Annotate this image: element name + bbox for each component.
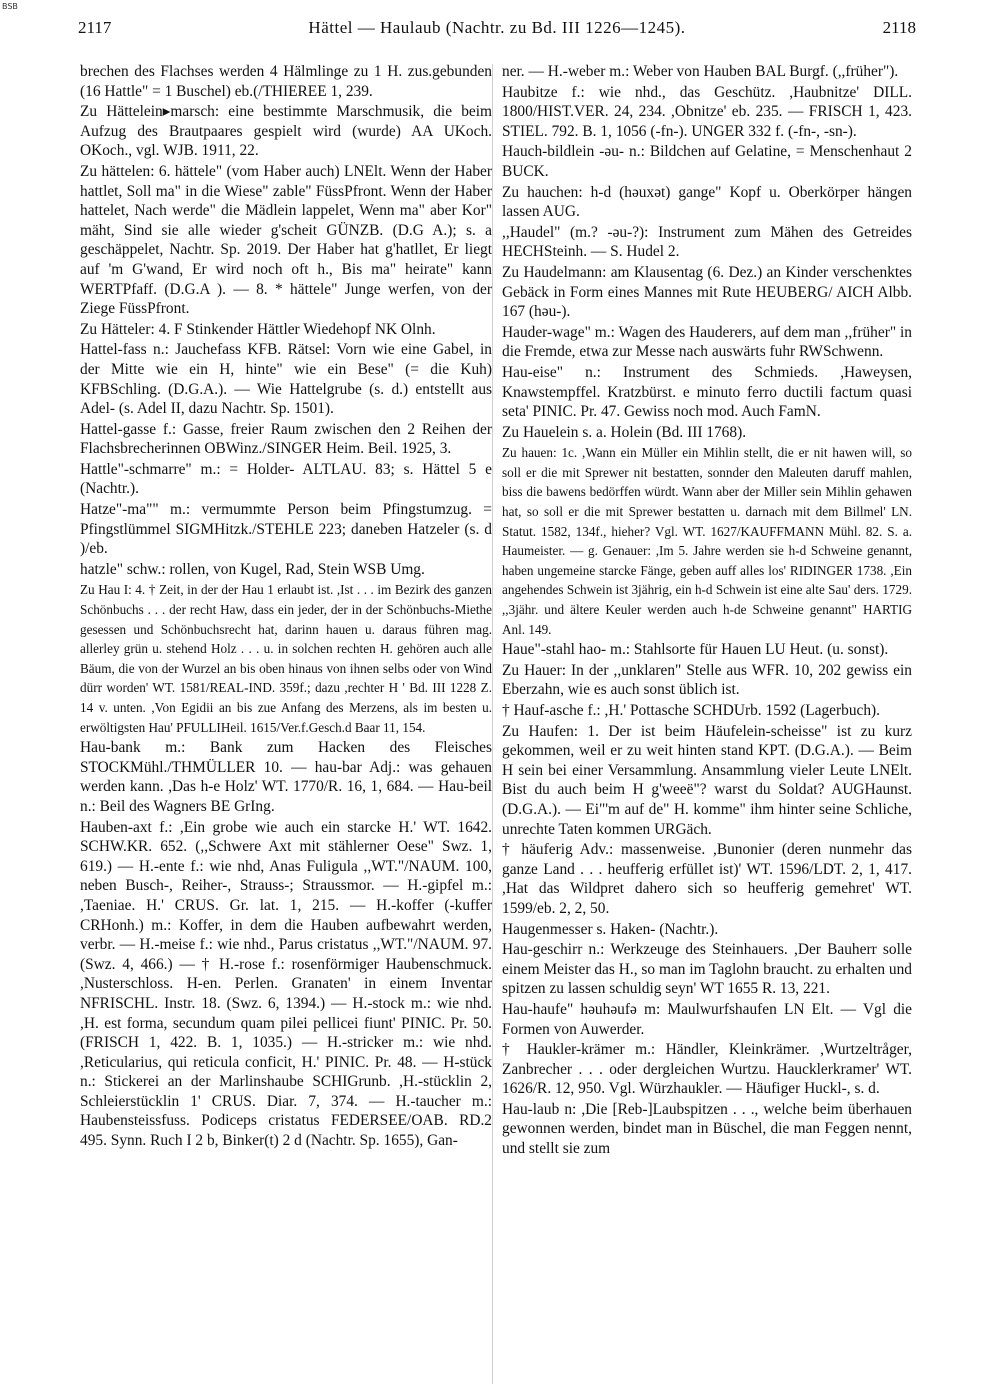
entry-paragraph: Hatze"-ma"" m.: vermummte Person beim Pfingstumzug. = Pfingstlümmel SIGMHitzk./STEHLE 223; daneben Hatzeler (s. d )/eb. <box>80 501 492 558</box>
entry-paragraph: Zu Hauer: In der ,,unklaren" Stelle aus WFR. 10, 202 gewiss ein Eberzahn, wie es auch sonst üblich ist. <box>502 661 912 699</box>
entry-paragraph: Haugenmesser s. Haken- (Nachtr.). <box>502 920 719 938</box>
library-watermark: BSB <box>2 2 18 11</box>
entry-paragraph: hatzle" schw.: rollen, von Kugel, Rad, Stein WSB Umg. <box>80 560 425 578</box>
page-number-left: 2117 <box>78 18 112 37</box>
entry-paragraph: Hauder-wage" m.: Wagen des Hauderers, auf dem man ,,früher" in die Fremde, etwa zur Messe nach auswärts fuhr RWSchwenn. <box>502 323 912 361</box>
entry-paragraph: Zu hauen: 1c. ,Wann ein Müller ein Mihlin stellt, die er nit hawen will, so soll er die mit Sprewer nit bestatten, sonnder den Maleuten daruff mahlen, biss die bawens bedörffen würdt. Wann aber der Miller sein Mihlin gehawen hat, so soll er die mit Sprewer bestatten u. darnach mit dem Billmel' LN. Statut. 1582, 134f., hieher? Vgl. WT. 1627/KAUFFMANN Mühl. 82. S. a. Haumeister. — g. Genauer: ,Im 5. Jahre werden sie h-d Schweine genannt, haben ungemeine starcke Fänge, geben auff alles los' RIDINGER 1738. ,Ein angehendes Schwein ist 3jährig, ein h-d Schwein ist eine alte Sau' ders. 1729. ,,3jähr. und ältere Keuler werden auch h-de Schweine genannt" HARTIG Anl. 149. <box>502 445 912 637</box>
right-column <box>502 62 912 1382</box>
entry-paragraph: Zu Hauelein s. a. Holein (Bd. III 1768). <box>502 423 747 441</box>
entry-paragraph: ,,Haudel" (m.? -əu-?): Instrument zum Mähen des Getreides HECHSteinh. — S. Hudel 2. <box>502 223 912 261</box>
entry-paragraph: Haubitze f.: wie nhd., das Geschütz. ,Haubnitze' DILL. 1800/HIST.VER. 24, 234. ,Obnitze' eb. 235. — FRISCH 1, 423. STIEL. 792. B. 1, 1056 (-fn-). UNGER 332 f. (-fn-, -sn-). <box>502 83 912 140</box>
entry-paragraph: † häuferig Adv.: massenweise. ,Bunonier (deren nunmehr das ganze Land . . . heufferig erfüllet ist)' WT. 1596/LDT. 2, 1, 417. ,Hat das Wildpret dahero sich so heufferig gemehret' WT. 1599/eb. 2, 2, 50. <box>502 841 912 917</box>
entry-paragraph: Hau-geschirr n.: Werkzeuge des Steinhauers. ,Der Bauherr solle einem Meister das H., so man im Taglohn braucht. zu erhalten und spitzen zu lassen schuldig seyn' WT 1655 R. 13, 221. <box>502 941 912 998</box>
entry-paragraph: Haue"-stahl hao- m.: Stahlsorte für Hauen LU Heut. (u. sonst). <box>502 641 889 659</box>
entry-paragraph: Zu hättelen: 6. hättele" (vom Haber auch) LNElt. Wenn der Haber hattlet, Soll ma" in die Wiese" zable" FüssPfront. Wenn der Haber hattelet, Nach werde" die Mädlein lappelet, Wenn ma" aber Kor" mäht, Sind sie alle wieder g'scheit GÜNZB. (D.G A.); s. a geschäppelet, Nachtr. Sp. 2019. Der Haber hat g'hatllet, Er liegt auf 'm G'wand, Er wird noch oft h., Bis ma" heirate" kann WERTPfaff. (D.G.A ). — 8. * hättele" Junge werfen, von der Ziege FüssPfront. <box>80 162 492 318</box>
entry-paragraph: † Haukler-krämer m.: Händler, Kleinkrämer. ,Wurtzeltråger, Zanbrecher . . . oder dergleichen Wurtzu. Haucklerkramer' WT. 1626/R. 12, 950. Vgl. Würzhaukler. — Häufiger Huckl-, s. d. <box>502 1041 912 1098</box>
header-title: Hättel — Haulaub (Nachtr. zu Bd. III 1226—1245). <box>308 18 686 37</box>
entry-paragraph: Zu Hau I: 4. † Zeit, in der der Hau 1 erlaubt ist. ,Ist . . . im Bezirk des ganzen Schönbuchs . . . der recht Haw, dass ein jeder, der in der Schönbuchs-Miethe gesessen und Schönbuchsrecht hat, darinn hauen u. daraus führen mag. allerley grün u. stehend Holz . . . u. in solchen rechten H. gehören auch alle Bäum, die von der Wurzel an bis oben hinaus von ihnen selbs oder von Wind dürr worden' WT. 1581/REAL-IND. 359f.; dazu ,rechter H ' Bd. III 1228 Z. 14 v. unten. ,Von Egidii an bis zue Anfang des Merzens, als im besten u. erwöltigsten Hau' PFULLIHeil. 1615/Ver.f.Gesch.d Baar 11, 154. <box>80 582 492 735</box>
column-divider <box>492 64 493 1384</box>
entry-paragraph: † Hauf-asche f.: ,H.' Pottasche SCHDUrb. 1592 (Lagerbuch). <box>502 702 881 719</box>
entry-paragraph: Hattle"-schmarre" m.: = Holder- ALTLAU. 83; s. Hättel 5 e (Nachtr.). <box>80 460 492 498</box>
entry-paragraph: Hauben-axt f.: ,Ein grobe wie auch ein starcke H.' WT. 1642. SCHW.KR. 652. (,,Schwere Axt mit stählerner Oese" Swz. 1, 619.) — H.-ente f.: wie nhd, Anas Fuligula ,,WT."/NAUM. 100, neben Busch-, Reiher-, Strauss-; Straussmor. — H.-gipfel m.: ,Taeniae. H.' CRUS. Gr. lat. 1, 215. — H.-koffer (-kuffer CRHonh.) m.: Koffer, in dem die Hauben aufbewahrt werden, verbr. — H.-meise f.: wie nhd., Parus cristatus ,,WT."/NAUM. 97. (Swz. 4, 466.) — † H.-rose f.: rosenförmiger Haubenschmuck. ,Nusterschloss. H-en. Perlen. Granaten' in einem Inventar NFRISCHL. Instr. 18. (Swz. 6, 1394.) — H.-stock m.: wie nhd. ,H. est forma, secundum quam pilei pellicei fiunt' PINIC. Pr. 50. (FRISCH 1, 422. B. 1, 1035.) — H.-stricker m.: wie nhd. ,Reticularius, qui reticula conficit, H.' PINIC. Pr. 48. — H-stück n.: Stickerei an der Marlinshaube SCHIGrunb. ,H.-stücklin 2, Schleierstücklin 1' CRUS. Diar. 7, 374. — H.-taucher m.: Haubensteissfuss. Podiceps cristatus FEDERSEE/OAB. RD.2 495. Synn. Ruch I 2 b, Binker(t) 2 d (Nachtr. Sp. 1655), Gan- <box>80 818 492 1150</box>
running-header <box>78 12 916 42</box>
entry-paragraph: ner. — H.-weber m.: Weber von Hauben BAL Burgf. (,,früher"). <box>502 63 899 80</box>
entry-paragraph: Hau-eise" n.: Instrument des Schmieds. ,Haweysen, Knawstempffel. Kratzbürst. e minuto ferro ductili factum quasi seta' PINIC. Pr. 47. Gewiss noch mod. Auch FamN. <box>502 363 912 421</box>
entry-paragraph: Hattel-fass n.: Jauchefass KFB. Rätsel: Vorn wie eine Gabel, in der Mitte wie ein H, hinte" wie ein Bese" (= die Kuh) KFBSchling. (D.G.A.). — Wie Hattelgrube (s. d.) entstellt aus Adel- (s. Adel II, dazu Nachtr. Sp. 1501). <box>80 341 492 418</box>
entry-paragraph: Zu Haudelmann: am Klausentag (6. Dez.) an Kinder verschenktes Gebäck in Form eines Mannes mit Rute HEUBERG/ AICH Albb. 167 (həu-). <box>502 263 912 321</box>
entry-paragraph: Hau-laub n: ,Die [Reb-]Laubspitzen . . ., welche beim überhauen gewonnen werden, bindet man in Büschel, die man Feggen nennt, und stellt sie zum <box>502 1100 912 1158</box>
entry-paragraph: Zu Hätteler: 4. F Stinkender Hättler Wiedehopf NK Olnh. <box>80 320 436 338</box>
entry-paragraph: Zu Hättelein▸marsch: eine bestimmte Marschmusik, die beim Aufzug des Brautpaares gespielt wird (wurde) AA UKoch. OKoch., vgl. WJB. 1911, 22. <box>80 103 492 160</box>
page-number-right: 2118 <box>882 18 916 37</box>
entry-paragraph: Hau-bank m.: Bank zum Hacken des Fleisches STOCKMühl./THMÜLLER 10. — hau-bar Adj.: was gehauen werden kann. ,Das h-e Holz' WT. 1770/R. 16, 1, 684. — Hau-beil n.: Beil des Wagners BE GrIng. <box>80 739 492 815</box>
entry-paragraph: Hattel-gasse f.: Gasse, freier Raum zwischen den 2 Reihen der Flachsbrecherinnen OBWinz./SINGER Heim. Beil. 1925, 3. <box>80 420 492 458</box>
entry-paragraph: brechen des Flachses werden 4 Hälmlinge zu 1 H. zus.gebunden (16 Hattle" = 1 Buschel) eb.(/THIEREE 1, 239. <box>80 63 492 100</box>
entry-paragraph: Hauch-bildlein -əu- n.: Bildchen auf Gelatine, = Menschenhaut 2 BUCK. <box>502 143 912 180</box>
entry-paragraph: Zu hauchen: h-d (həuxət) gange" Kopf u. Oberkörper hängen lassen AUG. <box>502 183 912 221</box>
entry-paragraph: Zu Haufen: 1. Der ist beim Häufelein-scheisse" ist zu kurz gekommen, weil er zu weit hinten stand KPT. (D.G.A.). — Beim H sein bei einer Versammlung. Ansammlung vieler Leute LNElt. Bist du auch beim H g'weeë"? warst du Soldat? AUGHaunst. (D.G.A.). — Ei"'m auf de" H. komme" ihm hinter seine Schliche, unrechte Taten kommen URGäch. <box>502 722 912 838</box>
entry-paragraph: Hau-haufe" həuhəufə m: Maulwurfshaufen LN Elt. — Vgl die Formen von Auwerder. <box>502 1000 912 1038</box>
left-column <box>80 62 492 1382</box>
